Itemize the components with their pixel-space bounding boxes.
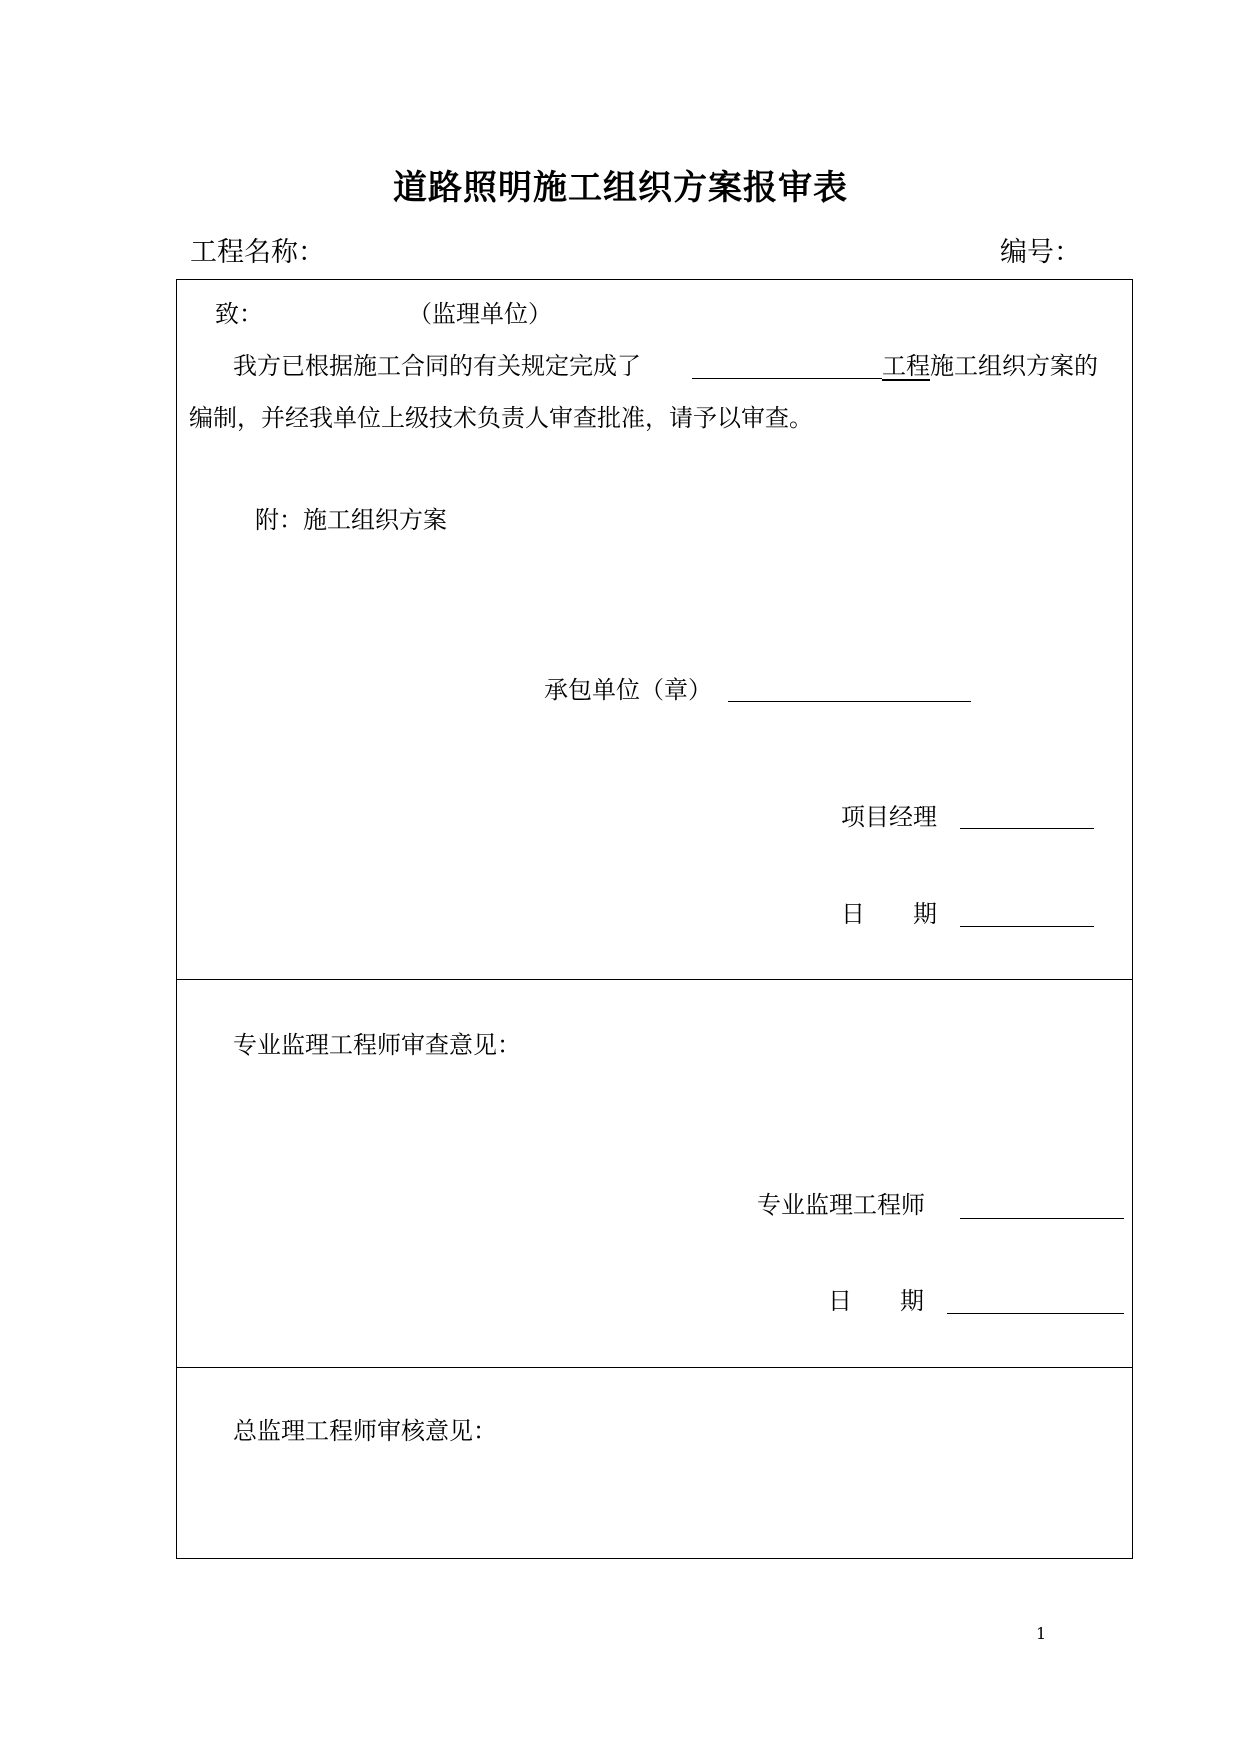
to-label: 致： — [215, 300, 263, 328]
body-text-part1: 我方已根据施工合同的有关规定完成了 — [233, 352, 641, 380]
chief-opinion-label: 总监理工程师审核意见： — [233, 1417, 497, 1445]
form-table — [176, 279, 1133, 1559]
body-text-line2: 编制，并经我单位上级技术负责人审查批准，请予以审查。 — [189, 404, 813, 432]
body-text-part2: 施工组织方案的 — [930, 352, 1098, 380]
document-title: 道路照明施工组织方案报审表 — [393, 168, 848, 208]
section-divider — [177, 979, 1132, 980]
specialist-engineer-label: 专业监理工程师 — [757, 1191, 925, 1219]
supervisor-unit-label: （监理单位） — [408, 300, 552, 328]
contractor-signature-line[interactable] — [728, 701, 971, 702]
project-name-blank[interactable] — [692, 378, 882, 379]
section-divider — [177, 1367, 1132, 1368]
attachment-label: 附：施工组织方案 — [255, 506, 447, 534]
page-number: 1 — [1036, 1624, 1047, 1643]
contractor-label: 承包单位（章） — [544, 676, 712, 704]
specialist-signature-line[interactable] — [960, 1218, 1124, 1219]
specialist-date-label: 日 期 — [828, 1287, 924, 1315]
contractor-date-label: 日 期 — [841, 900, 937, 928]
body-project-word: 工程 — [882, 352, 930, 380]
project-manager-signature-line[interactable] — [960, 828, 1094, 829]
specialist-date-line[interactable] — [947, 1313, 1124, 1314]
number-label: 编号： — [1000, 237, 1081, 268]
project-manager-label: 项目经理 — [841, 803, 937, 831]
specialist-opinion-label: 专业监理工程师审查意见： — [233, 1031, 521, 1059]
project-name-label: 工程名称： — [190, 237, 325, 268]
contractor-date-line[interactable] — [960, 926, 1094, 927]
